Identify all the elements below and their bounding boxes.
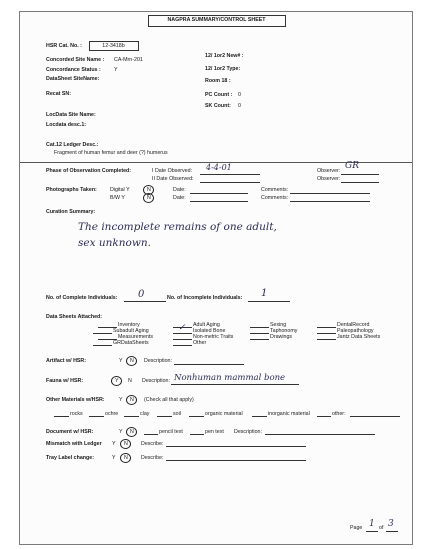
material-blank (189, 416, 204, 417)
pencil-text-option: pencil text (159, 429, 183, 435)
photo-comments-line-1 (290, 193, 370, 194)
concordance-status-label: Concordance Status : (46, 67, 101, 73)
fauna-n: N (128, 378, 132, 384)
document-description-label: Description: (234, 429, 262, 435)
ds-blank (173, 333, 192, 334)
material-ochre: ochre (105, 411, 119, 417)
ds-blank (317, 333, 336, 334)
fauna-y: Y (115, 378, 119, 384)
page-total-line (386, 531, 398, 532)
curation-handwriting-2: sex unknown. (78, 237, 151, 249)
ds-blank (250, 327, 269, 328)
artifact-n-circle (126, 356, 137, 366)
phase-i-label: I Date Observed: (152, 168, 193, 174)
material-other-line (350, 416, 400, 417)
datasheet-sitename-label: DataSheet SiteName: (46, 76, 100, 82)
incomplete-label: No. of Incomplete Individuals: (167, 295, 243, 301)
ds-dentalrecord: DentalRecord (337, 322, 370, 328)
mismatch-describe-line (166, 446, 306, 447)
tray-describe-label: Describe: (141, 455, 164, 461)
other-n-circle (126, 395, 137, 405)
phase-ii-label: II Date Observed: (152, 176, 194, 182)
mismatch-n: N (124, 441, 128, 447)
material-inorganic: inorganic material (268, 411, 310, 417)
ds-sexing: Sexing (270, 322, 287, 328)
photos-label: Photographs Taken: (46, 187, 97, 193)
photo-date-line-1 (190, 193, 248, 194)
phase-ii-line (200, 182, 260, 183)
document-y: Y (119, 429, 123, 435)
ds-isolated-bone-checkmark: ✓ (178, 323, 186, 333)
other-n: N (130, 397, 134, 403)
observer-label: Observer: (317, 168, 341, 174)
fauna-label: Fauna w/ HSR: (46, 378, 84, 384)
fauna-description-label: Description: (142, 378, 170, 384)
mismatch-label: Mismatch with Ledger (46, 441, 102, 447)
sk-count-value: 0 (238, 103, 241, 109)
fauna-y-circle (111, 376, 122, 386)
photos-digital-n: N (147, 187, 151, 193)
material-rocks: rocks (70, 411, 83, 417)
pen-blank (190, 434, 204, 435)
phase-label: Phase of Observation Completed: (46, 168, 132, 174)
ds-blank (93, 345, 112, 346)
document-n-circle (126, 427, 137, 437)
ds-inventory: Inventory (118, 322, 140, 328)
ds-paleopathology: Paleopathology (337, 328, 374, 334)
mismatch-n-circle (120, 439, 131, 449)
mismatch-y: Y (112, 441, 116, 447)
room-label: Room 18 : (205, 78, 231, 84)
concordance-status-value: Y (114, 67, 118, 73)
page-number: 1 (369, 519, 375, 529)
tray-n: N (124, 455, 128, 461)
material-clay: clay (140, 411, 150, 417)
ds-taphonomy: Taphonomy (270, 328, 298, 334)
photos-bw-n: N (147, 195, 151, 201)
cat12-label: Cat.12 Ledger Desc.: (46, 142, 99, 148)
material-blank (54, 416, 69, 417)
sk-count-label: SK Count: (205, 103, 231, 109)
document-n: N (130, 429, 134, 435)
material-blank (252, 416, 267, 417)
ds-blank (250, 333, 269, 334)
pencil-blank (144, 434, 158, 435)
complete-label: No. of Complete Individuals: (46, 295, 118, 301)
material-blank (317, 416, 331, 417)
tray-label: Tray Label change: (46, 455, 94, 461)
material-blank (157, 416, 172, 417)
check-all-note: (Check all that apply) (144, 397, 194, 403)
tray-describe-line (166, 460, 306, 461)
ds-blank (93, 333, 112, 334)
photo-date-line-2 (190, 201, 248, 202)
photos-bw-n-circle (143, 193, 154, 203)
ds-blank (173, 339, 192, 340)
ds-blank (250, 339, 269, 340)
curation-label: Curation Summary: (46, 209, 96, 215)
artifact-description-line (174, 364, 244, 365)
page-of: of (379, 525, 384, 531)
ds-grdatasheets: GRDataSheets (113, 340, 149, 346)
photo-comments-label-2: Comments: (261, 195, 289, 201)
other-y: Y (119, 397, 123, 403)
material-other: other: (332, 411, 346, 417)
tray-n-circle (120, 453, 131, 463)
observer-initials: GR (345, 161, 359, 171)
photos-digital: Digital Y (110, 187, 130, 193)
form-title: NAGPRA SUMMARY/CONTROL SHEET (167, 17, 266, 23)
ds-blank (173, 345, 192, 346)
observer-label-2: Observer: (317, 176, 341, 182)
material-blank (89, 416, 104, 417)
ds-isolated-bone: Isolated Bone (193, 328, 226, 334)
datasheets-label: Data Sheets Attached: (46, 314, 103, 320)
locdata-desc-label: Locdata desc.1: (46, 122, 87, 128)
locdata-site-label: LocData Site Name: (46, 112, 96, 118)
phase-i-date: 4-4-01 (206, 163, 232, 172)
photo-comments-line-2 (290, 201, 370, 202)
document-label: Document w/ HSR: (46, 429, 94, 435)
hsr-cat-label: HSR Cat. No. : (46, 43, 82, 49)
material-organic: organic material (205, 411, 243, 417)
hsr-cat-value: 12-3418b (102, 43, 125, 49)
page-label: Page (350, 525, 363, 531)
type-label: 12/ 1or2 Type: (205, 66, 241, 72)
pc-count-value: 0 (238, 92, 241, 98)
concorded-site-label: Concorded Site Name : (46, 57, 105, 63)
material-blank (124, 416, 139, 417)
observer-line (341, 174, 379, 175)
mismatch-describe-label: Describe: (141, 441, 164, 447)
ds-adult-aging: Adult Aging (193, 322, 220, 328)
complete-value: 0 (138, 289, 145, 300)
page-total: 3 (388, 519, 394, 529)
observer-line-2 (341, 182, 379, 183)
tray-y: Y (112, 455, 116, 461)
new-number-label: 12/ 1or2 New# : (205, 53, 244, 59)
photos-bw: B/W Y (110, 195, 125, 201)
curation-handwriting-1: The incomplete remains of one adult, (78, 221, 277, 233)
ds-drawings: Drawings (270, 334, 293, 340)
artifact-description-label: Description: (144, 358, 172, 364)
pc-count-label: PC Count : (205, 92, 233, 98)
artifact-n: N (130, 358, 134, 364)
concorded-site-value: CA-Mrn-201 (114, 57, 143, 63)
complete-line (124, 301, 166, 302)
cat12-value: Fragment of human femur and deer (?) humerus (54, 150, 168, 156)
photo-date-label-1: Date: (173, 187, 186, 193)
ds-jantz: Jantz Data Sheets (337, 334, 381, 340)
ds-subadult-aging: Subadult Aging (113, 328, 149, 334)
incomplete-line (248, 301, 290, 302)
pen-text-option: pen text (205, 429, 224, 435)
recat-sn-label: Recat SN: (46, 91, 72, 97)
ds-blank (317, 339, 336, 340)
ds-blank (317, 327, 336, 328)
ds-nonmetric-traits: Non-metric Traits (193, 334, 234, 340)
artifact-label: Artifact w/ HSR: (46, 358, 87, 364)
phase-i-line (200, 174, 260, 175)
photo-date-label-2: Date: (173, 195, 186, 201)
ds-measurements: Measurements (118, 334, 154, 340)
artifact-y: Y (119, 358, 123, 364)
incomplete-value: 1 (261, 288, 268, 299)
document-description-line (265, 434, 375, 435)
fauna-description-value: Nonhuman mammal bone (174, 373, 286, 383)
page-num-line (366, 531, 378, 532)
form-page (19, 11, 413, 545)
fauna-description-line (171, 384, 299, 385)
photo-comments-label-1: Comments: (261, 187, 289, 193)
material-soil: soil (173, 411, 181, 417)
ds-other: Other (193, 340, 207, 346)
other-materials-label: Other Materials w/HSR: (46, 397, 105, 403)
